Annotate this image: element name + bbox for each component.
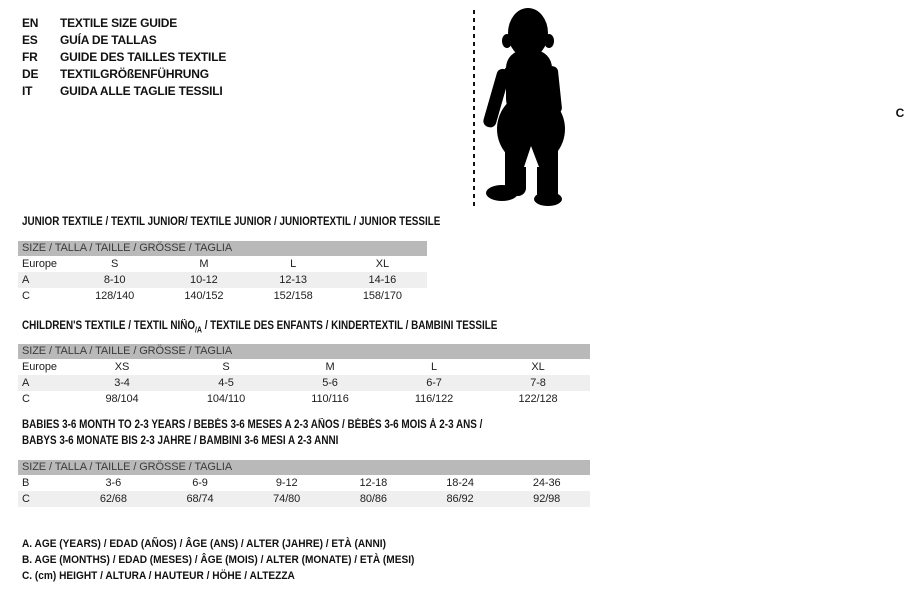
table-cell: 92/98 xyxy=(533,493,561,505)
footnote-line: C. (cm) HEIGHT / ALTURA / HAUTEUR / HÖHE / ALTEZZA xyxy=(22,570,295,582)
height-marker-label: C xyxy=(895,106,905,120)
table-cell: 5-6 xyxy=(322,377,338,389)
table-cell: 74/80 xyxy=(273,493,301,505)
row-label: C xyxy=(22,290,30,302)
language-code: IT xyxy=(22,83,33,98)
table-title-line xyxy=(22,434,482,450)
footnote-line: B. AGE (MONTHS) / EDAD (MESES) / ÂGE (MOIS) / ALTER (MONATE) / ETÀ (MESI) xyxy=(22,554,415,566)
language-code: ES xyxy=(22,32,38,47)
table-cell: 18-24 xyxy=(446,477,474,489)
language-row xyxy=(22,31,226,48)
table-cell: XL xyxy=(531,361,545,373)
table-cell: 152/158 xyxy=(273,290,313,302)
language-title: GUÍA DE TALLAS xyxy=(60,32,157,47)
language-title: GUIDE DES TAILLES TEXTILE xyxy=(60,49,227,64)
table-row xyxy=(18,475,590,491)
table-cell: 62/68 xyxy=(99,493,127,505)
toddler-figure xyxy=(440,0,905,215)
table-cell: XL xyxy=(375,258,389,270)
row-label: A xyxy=(22,274,30,286)
title-segment: /A xyxy=(195,325,202,335)
table-row xyxy=(18,288,427,304)
table-cell: 158/170 xyxy=(362,290,402,302)
language-code: FR xyxy=(22,49,38,64)
size-header-band: SIZE / TALLA / TAILLE / GRÖSSE / TAGLIA xyxy=(18,241,427,256)
table-cell: M xyxy=(199,258,209,270)
table-title-line xyxy=(22,418,482,434)
language-code: DE xyxy=(22,66,39,81)
table-cell: 110/116 xyxy=(311,393,349,405)
title-segment: BABYS 3-6 MONATE BIS 2-3 JAHRE / BAMBINI 3-6 MESI A 2-3 ANNI xyxy=(22,435,339,447)
table-cell: 9-12 xyxy=(275,477,298,489)
table-cell: 80/86 xyxy=(359,493,387,505)
row-label: Europe xyxy=(22,258,57,270)
toddler-silhouette-graphic xyxy=(440,0,600,215)
table-cell: 14-16 xyxy=(368,274,397,286)
language-row xyxy=(22,48,226,65)
table-rows xyxy=(18,359,590,407)
table-row xyxy=(18,391,590,407)
language-title: TEXTILGRÖßENFÜHRUNG xyxy=(60,66,209,81)
table-cell: 3-6 xyxy=(105,477,122,489)
table-cell: 104/110 xyxy=(206,393,246,405)
language-title: GUIDA ALLE TAGLIE TESSILI xyxy=(60,83,223,98)
language-row xyxy=(22,82,226,99)
table-cell: 68/74 xyxy=(186,493,214,505)
size-header-band: SIZE / TALLA / TAILLE / GRÖSSE / TAGLIA xyxy=(18,460,590,475)
table-cell: 86/92 xyxy=(446,493,474,505)
table-rows xyxy=(18,256,427,304)
table-row xyxy=(18,256,427,272)
title-segment: / TEXTILE DES ENFANTS / KINDERTEXTIL / BAMBINI TESSILE xyxy=(201,320,498,332)
table-cell: 12-13 xyxy=(279,274,307,286)
table-cell: 6-7 xyxy=(426,377,442,389)
size-header-band: SIZE / TALLA / TAILLE / GRÖSSE / TAGLIA xyxy=(18,344,590,359)
table-cell: 122/128 xyxy=(518,393,558,405)
table-cell: 3-4 xyxy=(114,377,130,389)
size-table-babies xyxy=(18,460,590,507)
table-cell: S xyxy=(111,258,119,270)
language-row xyxy=(22,14,226,31)
table-title-line xyxy=(22,319,497,335)
table-cell: 6-9 xyxy=(192,477,208,489)
size-table-junior xyxy=(18,241,427,304)
table-cell: 10-12 xyxy=(190,274,218,286)
title-segment: JUNIOR TEXTILE / TEXTIL JUNIOR/ TEXTILE JUNIOR / JUNIORTEXTIL / JUNIOR TESSILE xyxy=(22,216,441,228)
table-cell: 128/140 xyxy=(95,290,135,302)
table-cell: L xyxy=(290,258,297,270)
table-row xyxy=(18,375,590,391)
table-cell: 8-10 xyxy=(103,274,126,286)
title-segment: BABIES 3-6 MONTH TO 2-3 YEARS / BEBÉS 3-6 MESES A 2-3 AÑOS / BÉBÉS 3-6 MOIS À 2-3 ANS / xyxy=(22,419,483,431)
table-row xyxy=(18,359,590,375)
footnotes xyxy=(22,536,449,584)
table-cell: 7-8 xyxy=(530,377,546,389)
toddler-silhouette xyxy=(482,8,565,206)
table-cell: L xyxy=(430,361,438,373)
table-cell: 24-36 xyxy=(532,477,561,489)
footnote-line: A. AGE (YEARS) / EDAD (AÑOS) / ÂGE (ANS) / ALTER (JAHRE) / ETÀ (ANNI) xyxy=(22,538,386,550)
row-label: A xyxy=(22,377,30,389)
table-title-babies xyxy=(22,418,482,450)
language-title-list xyxy=(22,14,226,99)
table-title-line xyxy=(22,215,440,231)
language-title: TEXTILE SIZE GUIDE xyxy=(60,15,178,30)
table-cell: 98/104 xyxy=(105,393,139,405)
table-title-junior xyxy=(22,215,440,231)
table-cell: XS xyxy=(114,361,130,373)
table-cell: 140/152 xyxy=(184,290,224,302)
language-code: EN xyxy=(22,15,39,30)
table-cell: M xyxy=(325,361,335,373)
row-label: C xyxy=(22,393,30,405)
table-cell: 4-5 xyxy=(218,377,234,389)
size-table-children xyxy=(18,344,590,407)
table-row xyxy=(18,272,427,288)
row-label: B xyxy=(22,477,30,489)
row-label: Europe xyxy=(22,361,57,373)
table-cell: 116/122 xyxy=(414,393,454,405)
table-cell: 12-18 xyxy=(359,477,388,489)
table-title-children xyxy=(22,319,497,335)
table-rows xyxy=(18,475,590,507)
table-cell: S xyxy=(222,361,230,373)
title-segment: CHILDREN'S TEXTILE / TEXTIL NIÑO xyxy=(22,320,196,332)
table-row xyxy=(18,491,590,507)
row-label: C xyxy=(22,493,30,505)
language-row xyxy=(22,65,226,82)
